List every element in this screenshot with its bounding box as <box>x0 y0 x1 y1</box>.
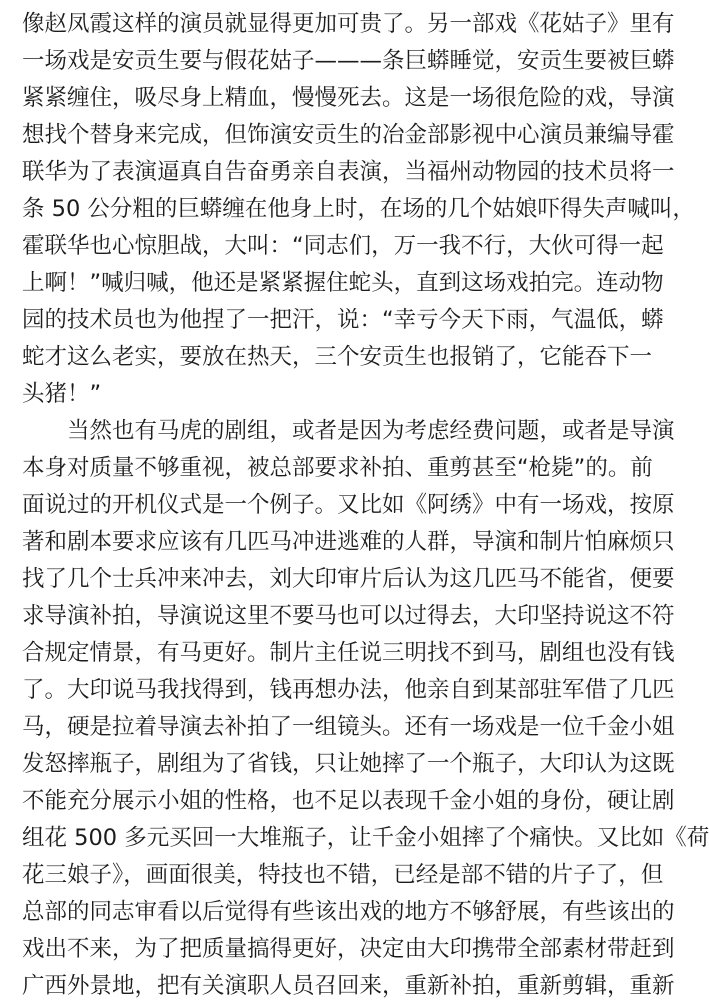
text-line: 找了几个士兵冲来冲去，刘大印审片后认为这几匹马不能省，便要 <box>22 566 675 592</box>
text-line: 霍联华也心惊胆战，大叫：“同志们，万一我不行，大伙可得一起 <box>22 233 664 259</box>
text-line: 合规定情景，有马更好。制片主任说三明找不到马，剧组也没有钱 <box>22 640 675 666</box>
text-line: 组花 500 多元买回一大堆瓶子，让千金小姐摔了个痛快。又比如《荷 <box>22 825 709 851</box>
text-line: 本身对质量不够重视，被总部要求补拍、重剪甚至“枪毙”的。前 <box>22 455 653 481</box>
text-line: 广西外景地，把有关演职人员召回来，重新补拍，重新剪辑，重新 <box>22 973 675 999</box>
text-line: 一场戏是安贡生要与假花姑子———条巨蟒睡觉，安贡生要被巨蟒 <box>22 48 675 74</box>
text-line: 著和剧本要求应该有几匹马冲进逃难的人群，导演和制片怕麻烦只 <box>22 529 675 555</box>
text-line: 求导演补拍，导演说这里不要马也可以过得去，大印坚持说这不符 <box>22 603 675 629</box>
text-line: 蛇才这么老实，要放在热天，三个安贡生也报销了，它能吞下一 <box>22 344 653 370</box>
text-line: 想找个替身来完成，但饰演安贡生的冶金部影视中心演员兼编导霍 <box>22 122 675 148</box>
text-line: 不能充分展示小姐的性格，也不足以表现千金小姐的身份，硬让剧 <box>22 788 675 814</box>
text-line: 当然也有马虎的剧组，或者是因为考虑经费问题，或者是导演 <box>67 418 675 444</box>
body-text <box>22 6 709 1005</box>
text-line: 马，硬是拉着导演去补拍了一组镜头。还有一场戏是一位千金小姐 <box>22 714 675 740</box>
text-line: 上啊！”喊归喊，他还是紧紧握住蛇头，直到这场戏拍完。连动物 <box>22 270 664 296</box>
text-line: 条 50 公分粗的巨蟒缠在他身上时，在场的几个姑娘吓得失声喊叫， <box>22 196 695 222</box>
text-line: 发怒摔瓶子，剧组为了省钱，只让她摔了一个瓶子，大印认为这既 <box>22 751 675 777</box>
text-line: 园的技术员也为他捏了一把汗，说：“幸亏今天下雨，气温低，蟒 <box>22 307 664 333</box>
text-line: 花三娘子》，画面很美，特技也不错，已经是部不错的片子了，但 <box>22 862 664 888</box>
text-line: 戏出不来，为了把质量搞得更好，决定由大印携带全部素材带赶到 <box>22 936 675 962</box>
text-line: 了。大印说马我找得到，钱再想办法，他亲自到某部驻军借了几匹 <box>22 677 675 703</box>
text-line: 面说过的开机仪式是一个例子。又比如《阿绣》中有一场戏，按原 <box>22 492 675 518</box>
text-line: 紧紧缠住，吸尽身上精血，慢慢死去。这是一场很危险的戏，导演 <box>22 85 675 111</box>
text-line: 头猪！” <box>22 381 102 407</box>
text-line: 联华为了表演逼真自告奋勇亲自表演，当福州动物园的技术员将一 <box>22 159 675 185</box>
text-line: 像赵凤霞这样的演员就显得更加可贵了。另一部戏《花姑子》里有 <box>22 11 675 37</box>
text-line: 总部的同志审看以后觉得有些该出戏的地方不够舒展，有些该出的 <box>22 899 675 925</box>
